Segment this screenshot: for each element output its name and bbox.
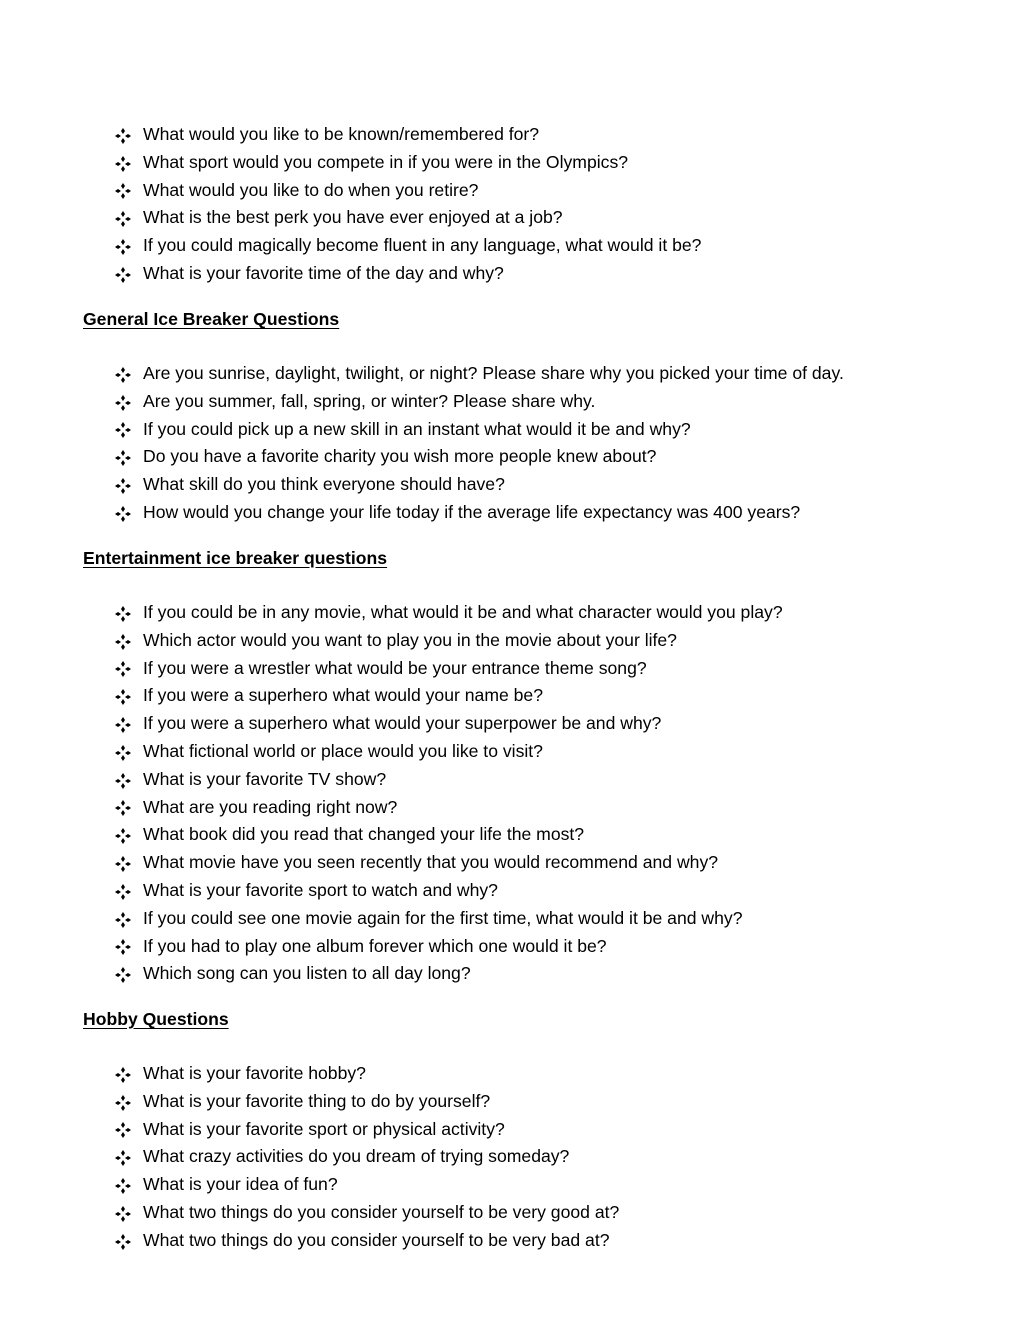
list-item (113, 655, 783, 683)
diamond-bullet-icon (113, 744, 143, 760)
list-item (113, 232, 701, 260)
list-item (113, 905, 783, 933)
list-item-text: Do you have a favorite charity you wish more people knew about? (143, 446, 657, 467)
hobby-section-heading: Hobby Questions (83, 1009, 229, 1029)
diamond-bullet-icon (113, 155, 143, 171)
diamond-bullet-icon (113, 182, 143, 198)
list-item-text: What movie have you seen recently that you would recommend and why? (143, 852, 719, 873)
list-item-text: What is your idea of fun? (143, 1174, 338, 1195)
list-item (113, 121, 701, 149)
diamond-bullet-icon (113, 855, 143, 871)
list-item-text: What skill do you think everyone should have? (143, 474, 505, 495)
diamond-bullet-icon (113, 1094, 143, 1110)
list-item (113, 260, 701, 288)
diamond-bullet-icon (113, 911, 143, 927)
list-item (113, 766, 783, 794)
diamond-bullet-icon (113, 505, 143, 521)
diamond-bullet-icon (113, 883, 143, 899)
list-item (113, 738, 783, 766)
diamond-bullet-icon (113, 605, 143, 621)
list-item (113, 933, 783, 961)
list-item-text: Which actor would you want to play you in the movie about your life? (143, 629, 677, 650)
list-item (113, 1227, 619, 1255)
list-item (113, 960, 783, 988)
diamond-bullet-icon (113, 421, 143, 437)
entertainment-section-heading: Entertainment ice breaker questions (83, 548, 388, 568)
list-item-text: Which song can you listen to all day long? (143, 963, 471, 984)
list-item-text: What two things do you consider yourself to be very good at? (143, 1201, 620, 1222)
diamond-bullet-icon (113, 1121, 143, 1137)
list-item (113, 682, 783, 710)
diamond-bullet-icon (113, 366, 143, 382)
list-item (113, 710, 783, 738)
entertainment-question-list (113, 599, 783, 988)
diamond-bullet-icon (113, 238, 143, 254)
list-item (113, 204, 701, 232)
list-item-text: If you were a superhero what would your superpower be and why? (143, 713, 662, 734)
list-item-text: If you could pick up a new skill in an instant what would it be and why? (143, 418, 691, 439)
list-item-text: What book did you read that changed your life the most? (143, 824, 585, 845)
list-item-text: What would you like to do when you retire? (143, 179, 479, 200)
list-item-text: What is your favorite time of the day and why? (143, 262, 504, 283)
list-item-text: If you were a superhero what would your name be? (143, 685, 544, 706)
diamond-bullet-icon (113, 1205, 143, 1221)
diamond-bullet-icon (113, 1066, 143, 1082)
diamond-bullet-icon (113, 660, 143, 676)
list-item-text: If you could be in any movie, what would it be and what character would you play? (143, 602, 783, 622)
diamond-bullet-icon (113, 716, 143, 732)
diamond-bullet-icon (113, 772, 143, 788)
diamond-bullet-icon (113, 966, 143, 982)
list-item-text: Are you summer, fall, spring, or winter? Please share why. (143, 390, 596, 411)
diamond-bullet-icon (113, 799, 143, 815)
diamond-bullet-icon (113, 127, 143, 143)
general-question-list (113, 360, 844, 527)
list-item (113, 443, 844, 471)
diamond-bullet-icon (113, 210, 143, 226)
intro-question-list (113, 121, 701, 288)
diamond-bullet-icon (113, 1177, 143, 1193)
list-item-text: What is your favorite sport to watch and why? (143, 879, 498, 900)
list-item-text: If you were a wrestler what would be your entrance theme song? (143, 657, 647, 678)
list-item (113, 1171, 619, 1199)
list-item (113, 877, 783, 905)
list-item-text: If you could magically become fluent in any language, what would it be? (143, 235, 702, 256)
diamond-bullet-icon (113, 633, 143, 649)
list-item (113, 360, 844, 388)
list-item (113, 627, 783, 655)
diamond-bullet-icon (113, 1233, 143, 1249)
diamond-bullet-icon (113, 938, 143, 954)
list-item (113, 499, 844, 527)
list-item (113, 849, 783, 877)
list-item-text: Are you sunrise, daylight, twilight, or night? Please share why you picked your time of day. (143, 363, 844, 383)
diamond-bullet-icon (113, 688, 143, 704)
diamond-bullet-icon (113, 827, 143, 843)
diamond-bullet-icon (113, 266, 143, 282)
list-item (113, 1199, 619, 1227)
list-item-text: If you could see one movie again for the first time, what would it be and why? (143, 907, 743, 928)
diamond-bullet-icon (113, 477, 143, 493)
list-item (113, 1088, 619, 1116)
list-item (113, 1143, 619, 1171)
list-item (113, 821, 783, 849)
list-item-text: What crazy activities do you dream of trying someday? (143, 1146, 570, 1167)
list-item-text: What sport would you compete in if you were in the Olympics? (143, 151, 629, 172)
list-item-text: What two things do you consider yourself to be very bad at? (143, 1229, 610, 1250)
diamond-bullet-icon (113, 1149, 143, 1165)
list-item (113, 416, 844, 444)
list-item-text: If you had to play one album forever which one would it be? (143, 935, 607, 956)
list-item-text: What would you like to be known/remembered for? (143, 124, 540, 144)
list-item-text: What is your favorite thing to do by yourself? (143, 1090, 491, 1111)
list-item-text: What is your favorite sport or physical activity? (143, 1118, 505, 1139)
general-section-heading: General Ice Breaker Questions (83, 309, 340, 329)
list-item-text: What fictional world or place would you like to visit? (143, 740, 543, 761)
list-item (113, 177, 701, 205)
list-item-text: What is the best perk you have ever enjoyed at a job? (143, 207, 563, 228)
list-item (113, 1060, 619, 1088)
list-item-text: What is your favorite TV show? (143, 768, 387, 789)
diamond-bullet-icon (113, 449, 143, 465)
list-item-text: What is your favorite hobby? (143, 1063, 366, 1083)
list-item (113, 388, 844, 416)
list-item (113, 1116, 619, 1144)
list-item (113, 599, 783, 627)
hobby-question-list (113, 1060, 619, 1255)
diamond-bullet-icon (113, 394, 143, 410)
list-item-text: How would you change your life today if the average life expectancy was 400 years? (143, 501, 801, 522)
list-item (113, 794, 783, 822)
list-item-text: What are you reading right now? (143, 796, 398, 817)
list-item (113, 149, 701, 177)
list-item (113, 471, 844, 499)
